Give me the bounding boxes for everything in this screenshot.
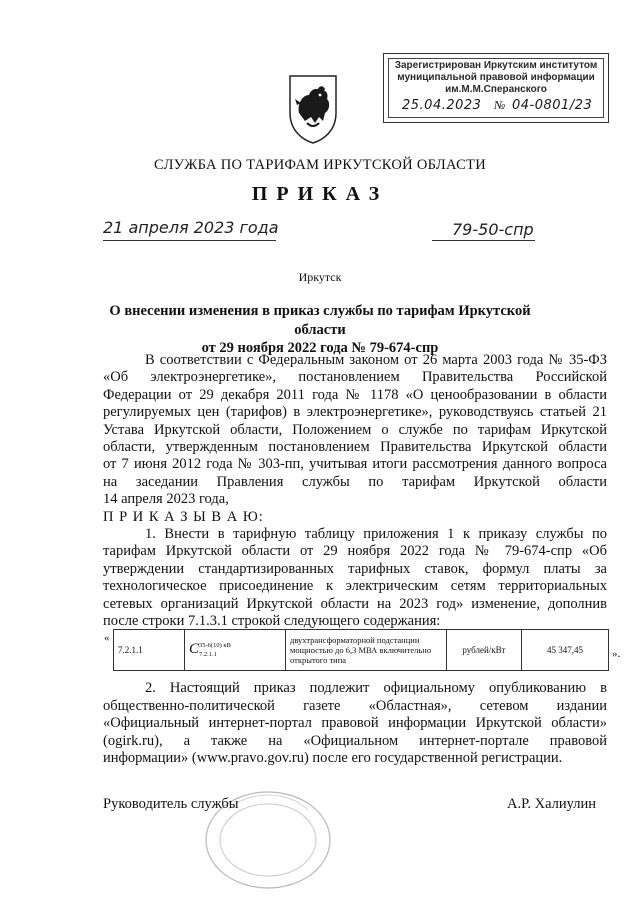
- point2-line: общественно-политической газете «Областная», сетевом издании: [103, 697, 607, 714]
- city: Иркутск: [298, 270, 342, 284]
- point1-line: после строки 7.1.3.1 строкой следующего содержания:: [103, 613, 441, 630]
- stamp-date: 25.04.2023: [402, 98, 482, 113]
- registration-stamp: [383, 53, 609, 123]
- point1-line: 1. Внести в тарифную таблицу приложения 1 к приказу службы по: [145, 526, 607, 543]
- preamble-line: на заседании Правления службы по тарифам Иркутской области: [103, 473, 607, 490]
- symbol-superscript: 35-6(10) кВ: [199, 642, 231, 650]
- point2-line: информации» (www.pravo.gov.ru) после его государственной регистрации.: [103, 750, 563, 767]
- symbol-subscript: 7.2.1.1: [199, 651, 217, 659]
- row-code: 7.2.1.1: [114, 630, 185, 671]
- table-open-quote: «: [104, 632, 110, 644]
- row-symbol: [185, 630, 286, 671]
- order-date: 21 апреля 2023 года: [103, 218, 279, 237]
- stamp-line-1: Зарегистрирован Иркутским институтом: [394, 60, 598, 71]
- preamble-line: 14 апреля 2023 года,: [103, 491, 229, 508]
- signatory-position: Руководитель службы: [103, 796, 239, 812]
- document-heading: [95, 302, 545, 358]
- row-description: двухтрансформаторной подстанции мощностью до 6,3 МВА включительно открытого типа: [286, 630, 447, 671]
- heading-line-2: от 29 ноября 2022 года № 79-674-спр: [201, 340, 439, 356]
- point2-line: «Официальный интернет-портал правовой информации Иркутской области»: [103, 715, 607, 732]
- stamp-line-3: им.М.М.Сперанского: [445, 84, 547, 95]
- point2: [103, 680, 607, 768]
- preamble-line: области, утвержденным постановлением Правительства Иркутской области: [103, 439, 607, 456]
- point1-line: тарифам Иркутской области от 29 ноября 2022 года № 79-674-спр «Об: [103, 543, 607, 560]
- preamble-line: от 7 июня 2012 года № 303-пп, учитывая итоги рассмотрения данного вопроса: [103, 456, 607, 473]
- number-underline: [432, 240, 535, 241]
- preamble-line: регулируемых цен (тарифов) в электроэнергетике», руководствуясь статьей 21: [103, 404, 607, 421]
- preamble-line: Устава Иркутской области, Положением о службе по тарифам Иркутской: [103, 421, 607, 438]
- preamble-line: «Об электроэнергетике», постановлением Правительства Российской: [103, 369, 607, 386]
- stamp-number: 04-0801/23: [512, 98, 593, 113]
- tariff-table: [113, 629, 609, 671]
- order-number: 79-50-спр: [452, 220, 534, 239]
- document-body: [103, 352, 607, 631]
- preamble-line: В соответствии с Федеральным законом от 26 марта 2003 года № 35-ФЗ: [145, 352, 607, 368]
- preamble-line: Федерации от 29 декабря 2011 года № 1178 «О ценообразовании в области: [103, 386, 607, 403]
- signatory-name: А.Р. Халиулин: [507, 796, 596, 812]
- heading-line-1: О внесении изменения в приказ службы по тарифам Иркутской области: [109, 303, 531, 338]
- stamp-number-label: №: [494, 98, 506, 112]
- official-seal-icon: [198, 770, 338, 890]
- order-word: П Р И К А З Ы В А Ю:: [103, 508, 264, 525]
- table-close-quote: ».: [612, 648, 621, 660]
- row-value: 45 347,45: [522, 630, 609, 671]
- coat-of-arms-icon: [287, 73, 339, 145]
- table-row: [114, 630, 609, 671]
- point1-line: сетевых организаций Иркутской области на 2023 год» изменение, дополнив: [103, 595, 607, 612]
- point1-line: технологическое присоединение к электрическим сетям территориальных: [103, 578, 607, 595]
- point2-line: 2. Настоящий приказ подлежит официальному опубликованию в: [145, 680, 607, 696]
- row-unit: рублей/кВт: [447, 630, 522, 671]
- organization-name: СЛУЖБА ПО ТАРИФАМ ИРКУТСКОЙ ОБЛАСТИ: [154, 157, 486, 173]
- date-underline: [103, 240, 276, 241]
- point2-line: (ogirk.ru), а также на «Официальном интернет-портале правовой: [103, 732, 607, 749]
- document-type: ПРИКАЗ: [251, 183, 389, 205]
- stamp-line-2: муниципальной правовой информации: [397, 72, 595, 83]
- point1-line: утверждении стандартизированных тарифных ставок, формул платы за: [103, 560, 607, 577]
- symbol-letter: C: [189, 640, 200, 657]
